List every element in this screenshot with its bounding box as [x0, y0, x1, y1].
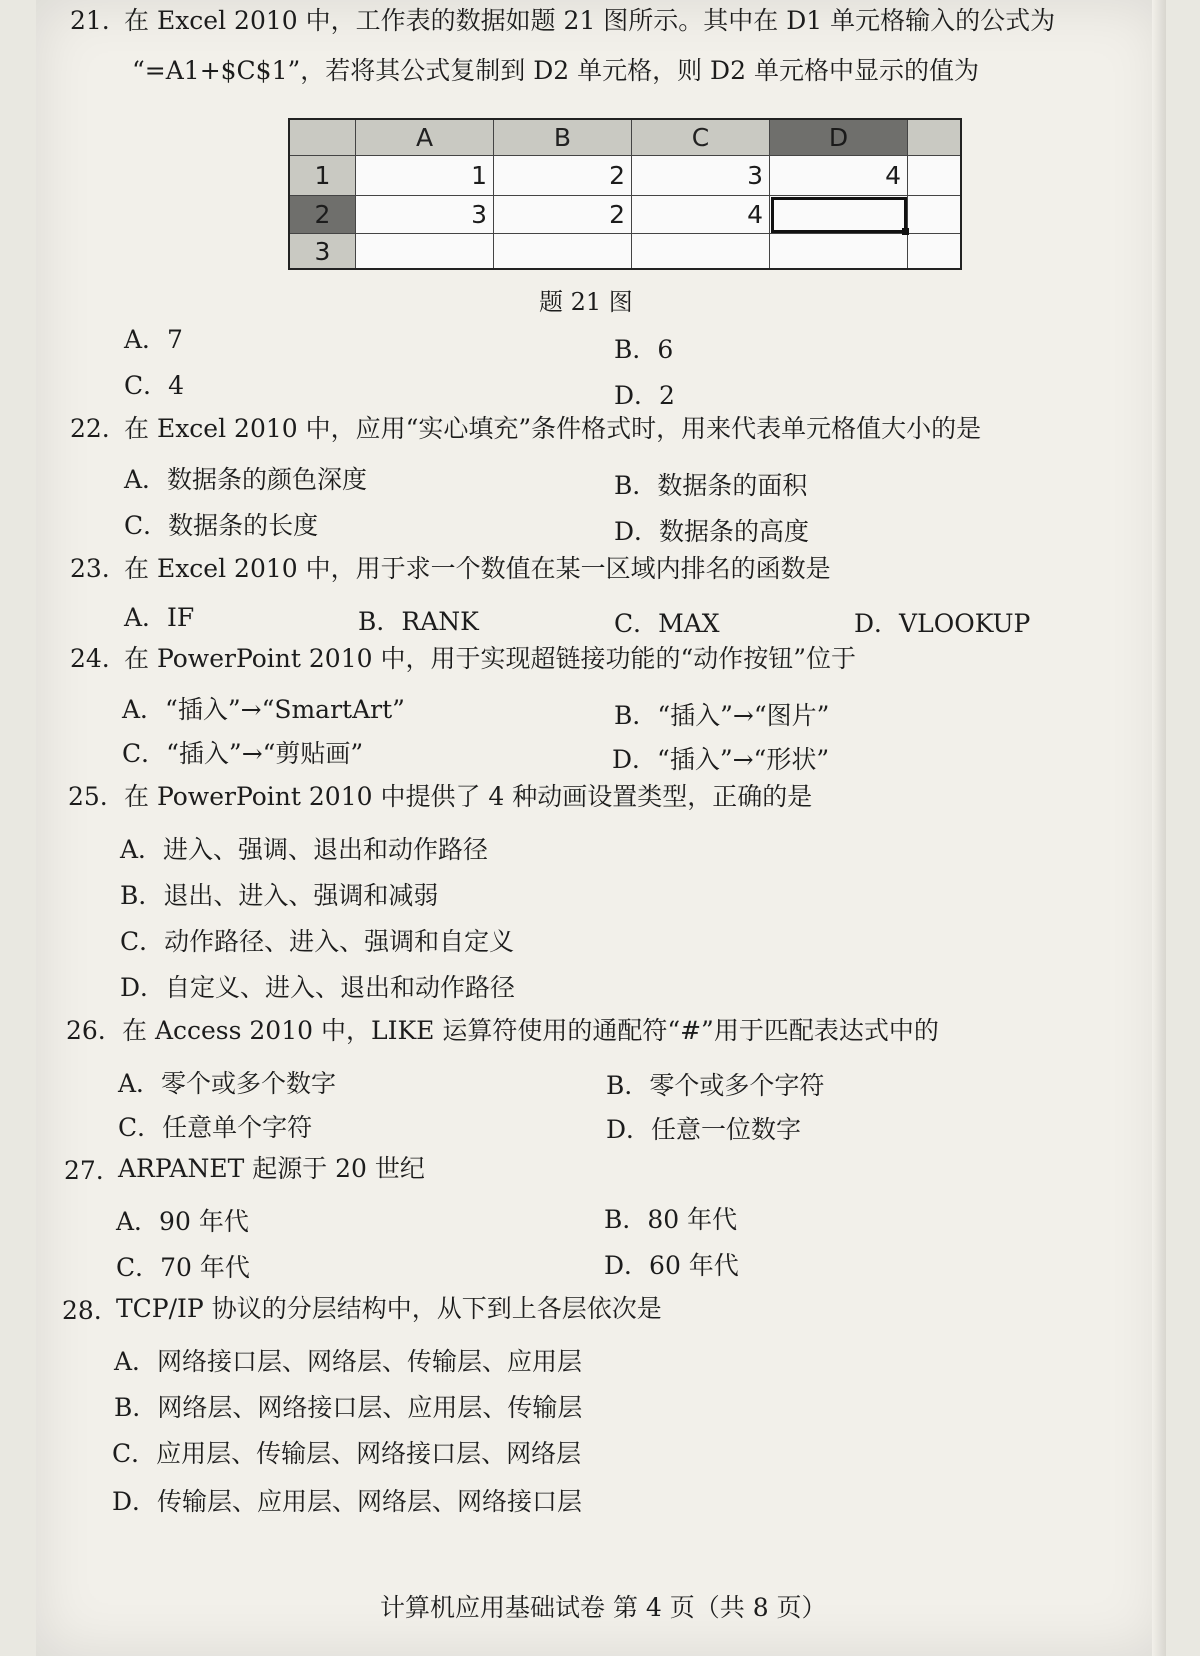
- question-22-option-b: B．数据条的面积: [614, 471, 808, 500]
- column-header-b: B: [494, 120, 632, 156]
- question-24-option-d: D．“插入”→“形状”: [612, 745, 830, 774]
- cell-b2: 2: [494, 196, 632, 234]
- question-21-option-c: C．4: [124, 371, 185, 400]
- question-23-option-c: C．MAX: [614, 609, 720, 638]
- cell-b1: 2: [494, 156, 632, 196]
- question-26-number: 26.: [66, 1016, 106, 1045]
- question-24-option-b: B．“插入”→“图片”: [614, 701, 830, 730]
- page-edge: [1152, 0, 1166, 1656]
- question-24-stem: 在 PowerPoint 2010 中，用于实现超链接功能的“动作按钮”位于: [124, 644, 857, 673]
- question-21-number: 21.: [70, 6, 110, 35]
- question-25-option-a: A．进入、强调、退出和动作路径: [120, 835, 489, 864]
- question-26-option-a: A．零个或多个数字: [118, 1069, 337, 1098]
- question-24-number: 24.: [70, 644, 110, 673]
- question-27-option-d: D．60 年代: [604, 1251, 739, 1280]
- question-25-number: 25.: [68, 782, 108, 811]
- row-header-1: 1: [290, 156, 356, 196]
- cell-d2-active: [770, 196, 908, 234]
- question-23-option-a: A．IF: [124, 603, 195, 632]
- question-22-option-d: D．数据条的高度: [614, 517, 810, 546]
- question-23-number: 23.: [70, 554, 110, 583]
- cell-e3: [908, 234, 960, 268]
- question-23-option-d: D．VLOOKUP: [854, 609, 1031, 638]
- question-27-option-c: C．70 年代: [116, 1253, 250, 1282]
- row-header-2: 2: [290, 196, 356, 234]
- question-21-stem-line1: 在 Excel 2010 中，工作表的数据如题 21 图所示。其中在 D1 单元格输入的公式为: [124, 6, 1056, 35]
- question-21-option-a: A．7: [124, 325, 183, 354]
- column-header-a: A: [356, 120, 494, 156]
- question-28-stem: TCP/IP 协议的分层结构中，从下到上各层依次是: [116, 1294, 662, 1323]
- cell-c1: 3: [632, 156, 770, 196]
- question-24-option-c: C．“插入”→“剪贴画”: [122, 739, 364, 768]
- question-21-option-d: D．2: [614, 381, 675, 410]
- cell-a3: [356, 234, 494, 268]
- question-26-option-b: B．零个或多个字符: [606, 1071, 825, 1100]
- question-22-option-a: A．数据条的颜色深度: [124, 465, 368, 494]
- question-27-option-a: A．90 年代: [116, 1207, 249, 1236]
- row-header-3: 3: [290, 234, 356, 268]
- question-27-option-b: B．80 年代: [604, 1205, 738, 1234]
- question-26-option-d: D．任意一位数字: [606, 1115, 802, 1144]
- question-22-number: 22.: [70, 414, 110, 443]
- cell-d3: [770, 234, 908, 268]
- question-26-option-c: C．任意单个字符: [118, 1113, 313, 1142]
- column-header-extra: [908, 120, 960, 156]
- question-28-option-a: A．网络接口层、网络层、传输层、应用层: [114, 1347, 583, 1376]
- cell-d1: 4: [770, 156, 908, 196]
- question-21-option-b: B．6: [614, 335, 674, 364]
- cell-c2: 4: [632, 196, 770, 234]
- page-footer: 计算机应用基础试卷 第 4 页（共 8 页）: [380, 1593, 827, 1622]
- question-27-stem: ARPANET 起源于 20 世纪: [118, 1154, 425, 1183]
- question-25-option-d: D．自定义、进入、退出和动作路径: [120, 973, 516, 1002]
- cell-c3: [632, 234, 770, 268]
- column-header-d: D: [770, 120, 908, 156]
- figure-caption: 题 21 图: [539, 288, 633, 316]
- question-23-option-b: B．RANK: [358, 607, 479, 636]
- question-22-option-c: C．数据条的长度: [124, 511, 319, 540]
- cell-a2: 3: [356, 196, 494, 234]
- question-28-option-c: C．应用层、传输层、网络接口层、网络层: [112, 1439, 582, 1468]
- cell-b3: [494, 234, 632, 268]
- question-24-option-a: A．“插入”→“SmartArt”: [122, 695, 405, 724]
- cell-a1: 1: [356, 156, 494, 196]
- cell-e2: [908, 196, 960, 234]
- column-header-c: C: [632, 120, 770, 156]
- question-21-stem-line2: “=A1+$C$1”，若将其公式复制到 D2 单元格，则 D2 单元格中显示的值为: [132, 56, 979, 85]
- question-25-option-b: B．退出、进入、强调和减弱: [120, 881, 439, 910]
- question-22-stem: 在 Excel 2010 中，应用“实心填充”条件格式时，用来代表单元格值大小的是: [124, 414, 982, 443]
- cell-e1: [908, 156, 960, 196]
- question-25-stem: 在 PowerPoint 2010 中提供了 4 种动画设置类型，正确的是: [124, 782, 813, 811]
- question-23-stem: 在 Excel 2010 中，用于求一个数值在某一区域内排名的函数是: [124, 554, 831, 583]
- question-28-number: 28.: [62, 1296, 102, 1325]
- question-25-option-c: C．动作路径、进入、强调和自定义: [120, 927, 515, 956]
- exam-page: [36, 0, 1166, 1656]
- question-26-stem: 在 Access 2010 中，LIKE 运算符使用的通配符“#”用于匹配表达式中的: [122, 1016, 939, 1045]
- question-28-option-d: D．传输层、应用层、网络层、网络接口层: [112, 1487, 583, 1516]
- excel-sheet-figure: [288, 118, 962, 270]
- sheet-corner: [290, 120, 356, 156]
- question-27-number: 27.: [64, 1156, 104, 1185]
- question-28-option-b: B．网络层、网络接口层、应用层、传输层: [114, 1393, 583, 1422]
